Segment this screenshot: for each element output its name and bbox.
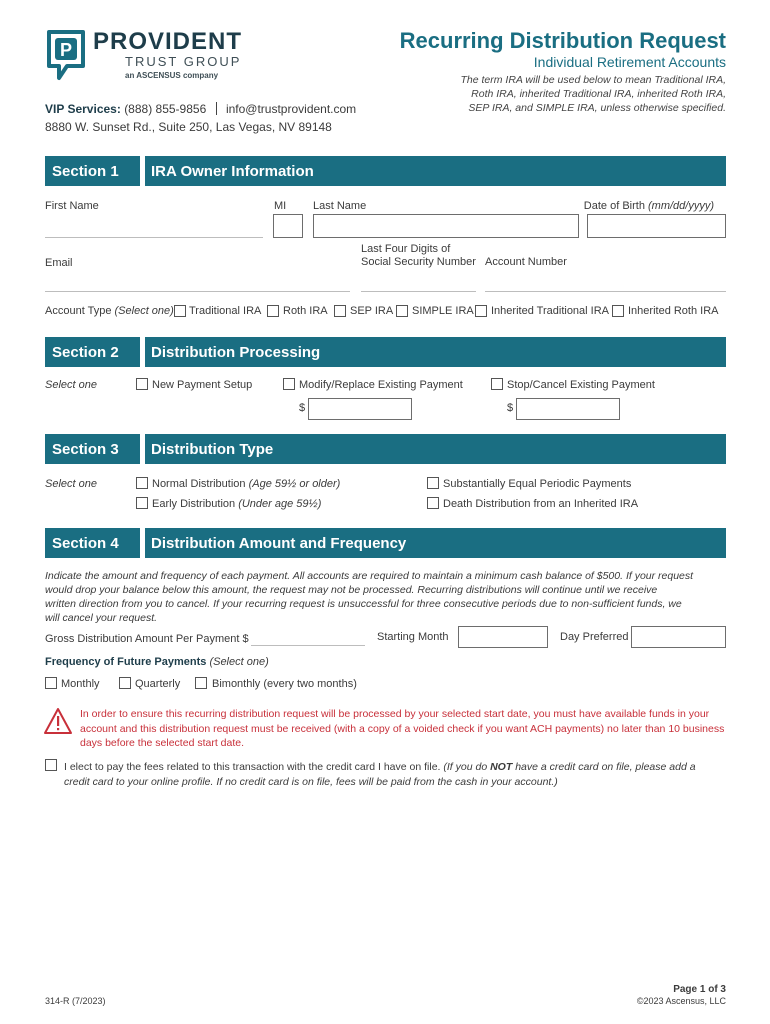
frequency-label (45, 656, 269, 668)
ssn-label-line: Last Four Digits of (361, 243, 451, 255)
section-2-select-one: Select one (45, 379, 97, 391)
ssn-label (361, 243, 476, 269)
label-quarterly: Quarterly (135, 678, 181, 690)
logo-company: an ASCENSUS company (125, 71, 219, 80)
fee-text-c: have a credit card on file, please add a (515, 761, 696, 773)
checkbox-bimonthly[interactable] (195, 677, 207, 689)
section-3-number: Section 3 (45, 434, 140, 464)
checkbox-simple-ira[interactable] (396, 305, 408, 317)
warning-text (80, 707, 724, 751)
email-field[interactable] (45, 291, 350, 292)
vip-divider (216, 102, 217, 115)
dob-format: (mm/dd/yyyy) (648, 200, 714, 212)
starting-month-field[interactable] (458, 626, 548, 648)
warning-icon (43, 707, 73, 735)
ssn-label-line: Social Security Number (361, 256, 476, 268)
section-4-title: Distribution Amount and Frequency (145, 528, 726, 558)
page-number: Page 1 of 3 (673, 984, 726, 995)
frequency-hint: (Select one) (209, 656, 269, 668)
label-modify-payment: Modify/Replace Existing Payment (299, 379, 463, 391)
early-note: (Under age 59½) (238, 498, 322, 510)
fee-text-a: I elect to pay the fees related to this transaction with the credit card I have on file. (64, 761, 441, 773)
section-2-title: Distribution Processing (145, 337, 726, 367)
starting-month-label: Starting Month (377, 631, 449, 643)
warning-line: In order to ensure this recurring distribution request will be processed by your selected start date, you must have available funds in your (80, 708, 710, 720)
dob-field[interactable] (587, 214, 726, 238)
ssn-field[interactable] (361, 291, 476, 292)
form-subtitle: Individual Retirement Accounts (533, 54, 726, 70)
fee-text-not: NOT (490, 761, 513, 773)
form-title: Recurring Distribution Request (399, 28, 726, 53)
section-4-instructions (45, 569, 693, 625)
checkbox-quarterly[interactable] (119, 677, 131, 689)
copyright: ©2023 Ascensus, LLC (636, 996, 726, 1006)
warning-line: days before the selected start date. (80, 737, 245, 749)
checkbox-inherited-roth-ira[interactable] (612, 305, 624, 317)
last-name-label: Last Name (313, 200, 367, 212)
label-inherited-roth-ira: Inherited Roth IRA (628, 305, 719, 317)
address: 8880 W. Sunset Rd., Suite 250, Las Vegas, NV 89148 (45, 120, 332, 134)
vip-label: VIP Services: (45, 102, 121, 116)
label-monthly: Monthly (61, 678, 100, 690)
account-number-label: Account Number (485, 256, 567, 268)
section-3-title: Distribution Type (145, 434, 726, 464)
label-early-distribution (152, 498, 321, 510)
account-type-hint: (Select one) (114, 305, 174, 317)
instruction-line: will cancel your request. (45, 612, 158, 624)
account-number-field[interactable] (485, 291, 726, 292)
checkbox-fee-election[interactable] (45, 759, 57, 771)
last-name-field[interactable] (313, 214, 579, 238)
modify-amount-field[interactable] (308, 398, 412, 420)
label-sep-ira: SEP IRA (350, 305, 394, 317)
ira-note-line: The term IRA will be used below to mean Traditional IRA, (460, 74, 726, 86)
svg-text:P: P (59, 40, 73, 60)
vip-phone: (888) 855-9856 (124, 102, 207, 116)
label-sepp: Substantially Equal Periodic Payments (443, 478, 632, 490)
label-death-distribution: Death Distribution from an Inherited IRA (443, 498, 639, 510)
checkbox-modify-payment[interactable] (283, 378, 295, 390)
provident-logo-icon (45, 28, 87, 84)
fee-line-2: credit card to your online profile. If no credit card is on file, fees will be paid from the cash in your account.) (64, 775, 558, 788)
account-type-label (45, 305, 174, 317)
section-1-number: Section 1 (45, 156, 140, 186)
checkbox-new-payment[interactable] (136, 378, 148, 390)
label-inherited-traditional-ira: Inherited Traditional IRA (491, 305, 610, 317)
instruction-line: would drop your balance below this amount, the request may not be processed. Recurring distributions will continue until we receive (45, 584, 658, 596)
label-roth-ira: Roth IRA (283, 305, 328, 317)
stop-amount-field[interactable] (516, 398, 620, 420)
ira-note (460, 73, 726, 115)
checkbox-sep-ira[interactable] (334, 305, 346, 317)
gross-amount-field[interactable] (251, 645, 365, 646)
gross-amount-label: Gross Distribution Amount Per Payment $ (45, 633, 249, 645)
fee-text-b: (If you do (443, 761, 488, 773)
checkbox-sepp[interactable] (427, 477, 439, 489)
form-id: 314-R (7/2023) (45, 996, 106, 1006)
checkbox-monthly[interactable] (45, 677, 57, 689)
section-1-title: IRA Owner Information (145, 156, 726, 186)
section-3-select-one: Select one (45, 478, 97, 490)
normal-text: Normal Distribution (152, 478, 246, 490)
normal-note: (Age 59½ or older) (248, 478, 341, 490)
checkbox-early-distribution[interactable] (136, 497, 148, 509)
logo-name: PROVIDENT (93, 28, 243, 55)
ira-note-line: SEP IRA, and SIMPLE IRA, unless otherwise specified. (468, 102, 726, 114)
checkbox-death-distribution[interactable] (427, 497, 439, 509)
fee-line-1 (64, 760, 696, 775)
label-traditional-ira: Traditional IRA (189, 305, 262, 317)
first-name-label: First Name (45, 200, 99, 212)
early-text: Early Distribution (152, 498, 236, 510)
checkbox-traditional-ira[interactable] (174, 305, 186, 317)
account-type-text: Account Type (45, 305, 112, 317)
warning-line: account and this distribution request must be received (with a copy of a voided check if you want ACH payments) no later than 10 business (80, 722, 725, 735)
checkbox-stop-payment[interactable] (491, 378, 503, 390)
label-normal-distribution (152, 478, 340, 490)
vip-services (45, 102, 356, 116)
day-preferred-label: Day Preferred (560, 631, 629, 643)
frequency-text: Frequency of Future Payments (45, 656, 207, 668)
fee-election-text (64, 760, 696, 789)
label-bimonthly: Bimonthly (every two months) (212, 678, 357, 690)
checkbox-normal-distribution[interactable] (136, 477, 148, 489)
vip-email[interactable]: info@trustprovident.com (225, 102, 357, 116)
ira-note-line: Roth IRA, inherited Traditional IRA, inherited Roth IRA, (471, 88, 726, 100)
dob-label (584, 200, 714, 212)
section-4-number: Section 4 (45, 528, 140, 558)
logo-sub: TRUST GROUP (125, 54, 242, 69)
dollar-sign: $ (507, 402, 514, 414)
mi-label: MI (274, 200, 287, 212)
instruction-line: Indicate the amount and frequency of each payment. All accounts are required to maintain a minimum cash balance of $500. If your request (45, 570, 694, 582)
checkbox-roth-ira[interactable] (267, 305, 279, 317)
label-simple-ira: SIMPLE IRA (412, 305, 474, 317)
dob-label-text: Date of Birth (583, 200, 645, 212)
day-preferred-field[interactable] (631, 626, 726, 648)
section-2-number: Section 2 (45, 337, 140, 367)
instruction-line: written direction from you to cancel. If your recurring request is unsuccessful for three consecutive periods due to non-sufficient funds, we (45, 598, 682, 610)
checkbox-inherited-traditional-ira[interactable] (475, 305, 487, 317)
email-label: Email (45, 257, 73, 269)
mi-field[interactable] (273, 214, 303, 238)
label-new-payment: New Payment Setup (152, 379, 253, 391)
logo (45, 28, 275, 84)
dollar-sign: $ (299, 402, 306, 414)
first-name-field[interactable] (45, 237, 263, 238)
label-stop-payment: Stop/Cancel Existing Payment (507, 379, 655, 391)
